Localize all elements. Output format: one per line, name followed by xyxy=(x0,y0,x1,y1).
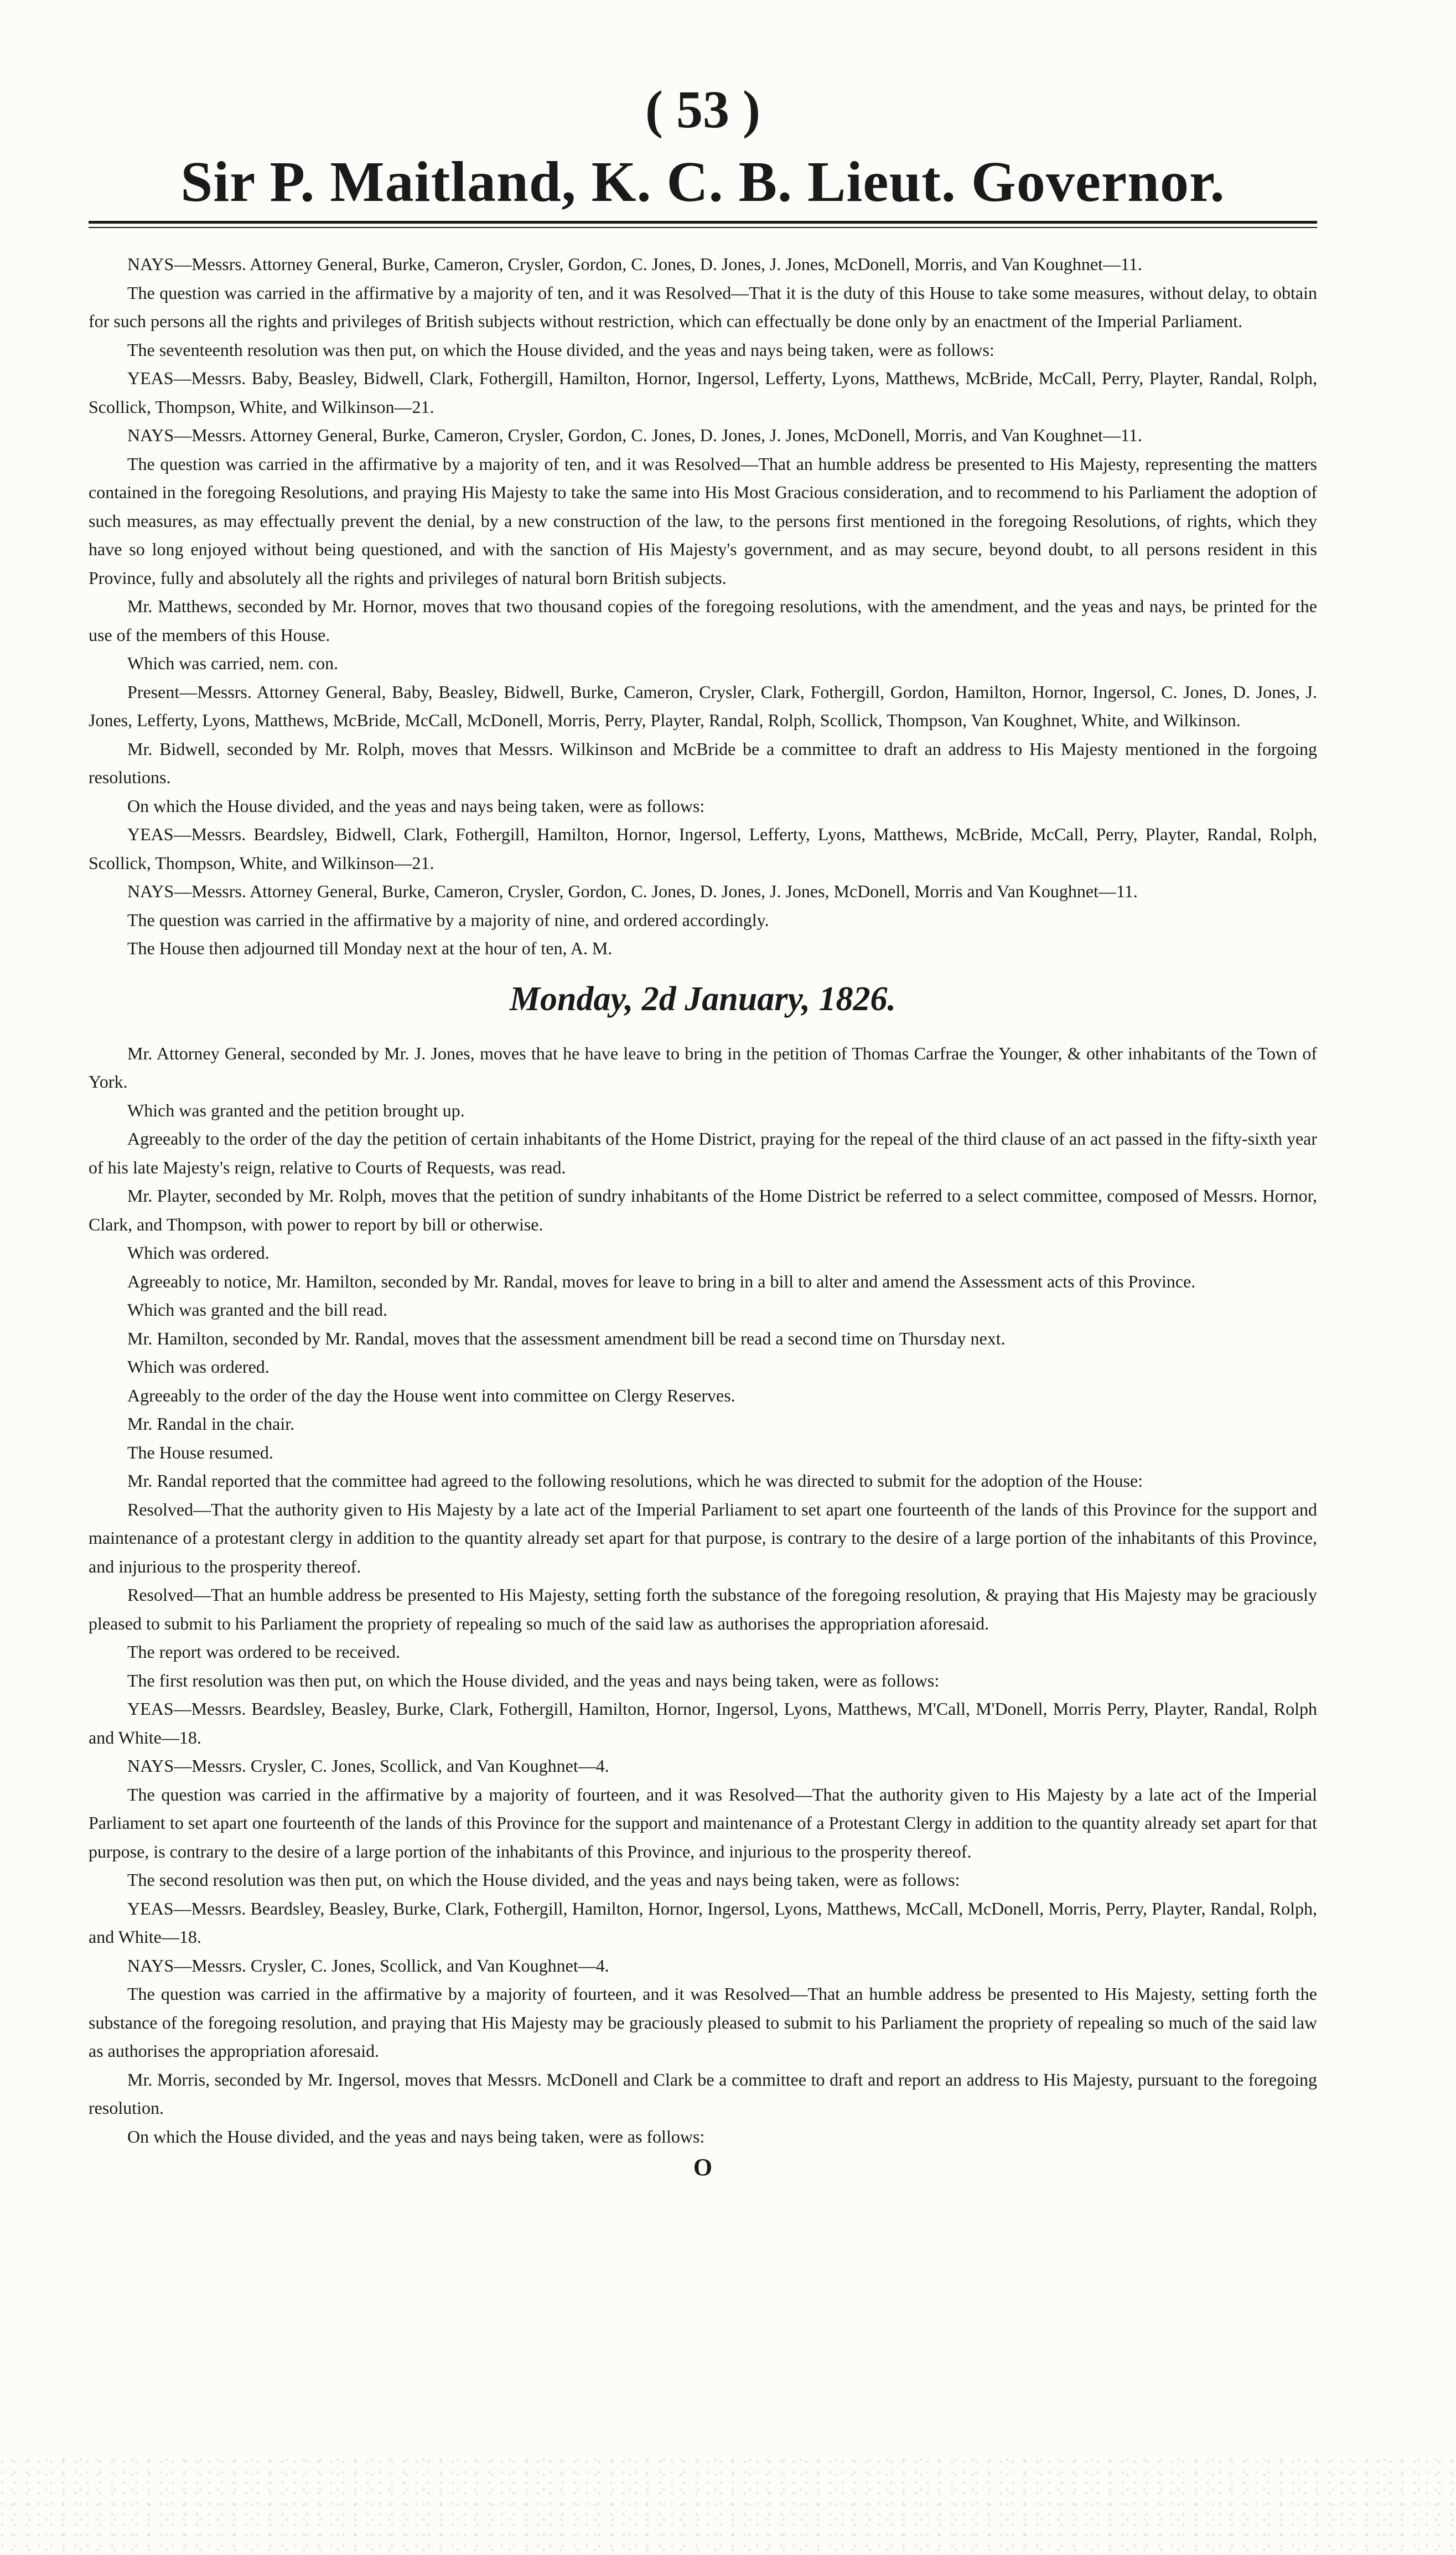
paragraph: The House resumed. xyxy=(127,1442,273,1462)
paragraph: The question was carried in the affirmative by a majority of fourteen, and it was Resolved—That the authority given to His Majesty by a late act of the Imperial Parliament to set apart one fourteenth of the lands of this Province for the support and maintenance of a Protestant Clergy in addition to the quantity already set apart for that purpose, is contrary to the desire of a large portion of the inhabitants of this Province, and injurious to the prosperity thereof. xyxy=(89,1784,1317,1861)
paragraph: Agreeably to notice, Mr. Hamilton, seconded by Mr. Randal, moves for leave to bring in a bill to alter and amend the Assessment acts of this Province. xyxy=(127,1271,1196,1291)
paragraph: Mr. Attorney General, seconded by Mr. J. Jones, moves that he have leave to bring in the petition of Thomas Carfrae the Younger, & other inhabitants of the Town of York. xyxy=(89,1043,1317,1092)
paragraph: Mr. Randal in the chair. xyxy=(127,1414,295,1434)
page-number: ( 53 ) xyxy=(645,80,760,139)
paragraph: NAYS—Messrs. Crysler, C. Jones, Scollick, and Van Koughnet—4. xyxy=(127,1756,609,1776)
paragraph: Mr. Hamilton, seconded by Mr. Randal, moves that the assessment amendment bill be read a second time on Thursday next. xyxy=(127,1328,1006,1348)
paragraph: The question was carried in the affirmative by a majority of nine, and ordered accordingly. xyxy=(127,909,769,930)
header-rule xyxy=(89,221,1317,228)
body-text-before xyxy=(89,250,1317,963)
paragraph: Which was granted and the petition brought up. xyxy=(127,1100,465,1120)
paragraph: Agreeably to the order of the day the petition of certain inhabitants of the Home District, praying for the repeal of the third clause of an act passed in the fifty-sixth year of his late Majesty's reign, relative to Courts of Requests, was read. xyxy=(89,1129,1317,1177)
paragraph: NAYS—Messrs. Attorney General, Burke, Cameron, Crysler, Gordon, C. Jones, D. Jones, J. Jones, McDonell, Morris, and Van Koughnet—11. xyxy=(127,425,1142,446)
paragraph: The first resolution was then put, on which the House divided, and the yeas and nays being taken, were as follows: xyxy=(127,1670,940,1690)
paragraph: The seventeenth resolution was then put, on which the House divided, and the yeas and nays being taken, were as follows: xyxy=(127,339,994,360)
paragraph: Agreeably to the order of the day the House went into committee on Clergy Reserves. xyxy=(127,1385,735,1405)
paragraph: Which was ordered. xyxy=(127,1243,270,1263)
document-page xyxy=(89,80,1317,2181)
paragraph: YEAS—Messrs. Beardsley, Beasley, Burke, Clark, Fothergill, Hamilton, Hornor, Ingersol, Lyons, Matthews, M'Call, M'Donell, Morris Perry, Playter, Randal, Rolph and White—18. xyxy=(89,1699,1317,1747)
signature-mark: O xyxy=(693,2154,713,2181)
section-heading: Monday, 2d January, 1826. xyxy=(509,980,897,1018)
paragraph: The question was carried in the affirmative by a majority of ten, and it was Resolved—That it is the duty of this House to take some measures, without delay, to obtain for such persons all the rights and privileges of British subjects without restriction, which can effectually be done only by an enactment of the Imperial Parliament. xyxy=(89,282,1317,332)
paragraph: Which was carried, nem. con. xyxy=(127,653,339,674)
paragraph: NAYS—Messrs. Attorney General, Burke, Cameron, Crysler, Gordon, C. Jones, D. Jones, J. Jones, McDonell, Morris and Van Koughnet—11. xyxy=(127,881,1138,902)
paragraph: Mr. Matthews, seconded by Mr. Hornor, moves that two thousand copies of the foregoing resolutions, with the amendment, and the yeas and nays, be printed for the use of the members of this House. xyxy=(89,596,1317,645)
paragraph: The report was ordered to be received. xyxy=(127,1642,401,1662)
paragraph: YEAS—Messrs. Baby, Beasley, Bidwell, Clark, Fothergill, Hamilton, Hornor, Ingersol, Lefferty, Lyons, Matthews, McBride, McCall, Perry, Playter, Randal, Rolph, Scollick, Thompson, White, and Wilkinson—21. xyxy=(89,368,1317,417)
paragraph: YEAS—Messrs. Beardsley, Bidwell, Clark, Fothergill, Hamilton, Hornor, Ingersol, Lefferty, Lyons, Matthews, McBride, McCall, Perry, Playter, Randal, Rolph, Scollick, Thompson, White, and Wilkinson—21. xyxy=(89,824,1317,873)
paragraph: The question was carried in the affirmative by a majority of ten, and it was Resolved—That an humble address be presented to His Majesty, representing the matters contained in the foregoing Resolutions, and praying His Majesty to take the same into His Most Gracious consideration, and to recommend to his Parliament the adoption of such measures, as may effectually prevent the denial, by a new construction of the law, to the persons first mentioned in the foregoing Resolutions, of rights, which they have so long enjoyed without being questioned, and with the sanction of His Majesty's government, and as may secure, beyond doubt, to all persons resident in this Province, fully and absolutely all the rights and privileges of natural born British subjects. xyxy=(89,453,1317,588)
running-head: Sir P. Maitland, K. C. B. Lieut. Governor. xyxy=(180,150,1225,214)
paragraph: NAYS—Messrs. Crysler, C. Jones, Scollick, and Van Koughnet—4. xyxy=(127,1955,609,1975)
body-text-after xyxy=(89,1039,1317,2151)
paragraph: Which was ordered. xyxy=(127,1357,270,1377)
paragraph: Resolved—That the authority given to His Majesty by a late act of the Imperial Parliament to set apart one fourteenth of the lands of this Province for the support and maintenance of a protestant clergy in addition to the quantity already set apart for that purpose, is contrary to the desire of a large portion of the inhabitants of this Province, and injurious to the prosperity thereof. xyxy=(89,1499,1317,1576)
paper-grain xyxy=(0,2455,1456,2555)
paragraph: The question was carried in the affirmative by a majority of fourteen, and it was Resolved—That an humble address be presented to His Majesty, setting forth the substance of the foregoing resolution, and praying that His Majesty may be graciously pleased to submit to his Parliament the propriety of repealing so much of the said law as authorises the appropriation aforesaid. xyxy=(89,1984,1317,2061)
paragraph: Present—Messrs. Attorney General, Baby, Beasley, Bidwell, Burke, Cameron, Crysler, Clark, Fothergill, Gordon, Hamilton, Hornor, Ingersol, C. Jones, D. Jones, J. Jones, Lefferty, Lyons, Matthews, McBride, McCall, McDonell, Morris, Perry, Playter, Randal, Rolph, Scollick, Thompson, Van Koughnet, White, and Wilkinson. xyxy=(89,681,1317,731)
paragraph: On which the House divided, and the yeas and nays being taken, were as follows: xyxy=(127,795,705,816)
paragraph: Mr. Playter, seconded by Mr. Rolph, moves that the petition of sundry inhabitants of the Home District be referred to a select committee, composed of Messrs. Hornor, Clark, and Thompson, with power to report by bill or otherwise. xyxy=(89,1186,1317,1234)
paragraph: Resolved—That an humble address be presented to His Majesty, setting forth the substance of the foregoing resolution, & praying that His Majesty may be graciously pleased to submit to his Parliament the propriety of repealing so much of the said law as authorises the appropriation aforesaid. xyxy=(89,1585,1317,1633)
paragraph: The second resolution was then put, on which the House divided, and the yeas and nays being taken, were as follows: xyxy=(127,1870,960,1890)
paragraph: Mr. Bidwell, seconded by Mr. Rolph, moves that Messrs. Wilkinson and McBride be a committee to draft an address to His Majesty mentioned in the forgoing resolutions. xyxy=(89,738,1317,788)
paragraph: Mr. Randal reported that the committee had agreed to the following resolutions, which he was directed to submit for the adoption of the House: xyxy=(127,1471,1143,1491)
paragraph: Mr. Morris, seconded by Mr. Ingersol, moves that Messrs. McDonell and Clark be a committee to draft and report an address to His Majesty, pursuant to the foregoing resolution. xyxy=(89,2069,1317,2118)
paragraph: The House then adjourned till Monday next at the hour of ten, A. M. xyxy=(127,938,613,959)
paragraph: Which was granted and the bill read. xyxy=(127,1300,388,1320)
paragraph: NAYS—Messrs. Attorney General, Burke, Cameron, Crysler, Gordon, C. Jones, D. Jones, J. Jones, McDonell, Morris, and Van Koughnet—11. xyxy=(127,254,1142,275)
paragraph: YEAS—Messrs. Beardsley, Beasley, Burke, Clark, Fothergill, Hamilton, Hornor, Ingersol, Lyons, Matthews, McCall, McDonell, Morris, Perry, Playter, Randal, Rolph, and White—18. xyxy=(89,1898,1317,1947)
paragraph: On which the House divided, and the yeas and nays being taken, were as follows: xyxy=(127,2126,705,2147)
